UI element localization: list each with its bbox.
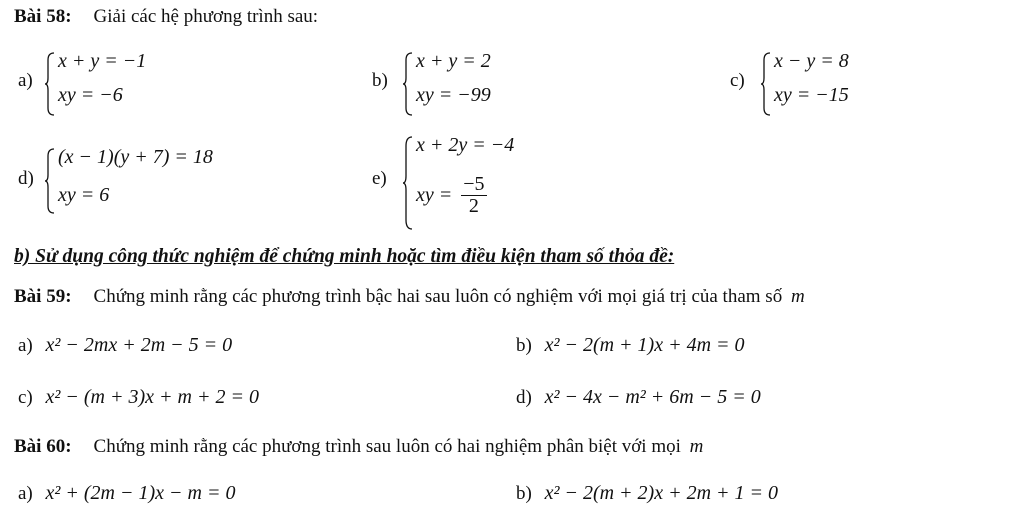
- bai58-b-system: [402, 50, 562, 114]
- bai58-a-label: a): [18, 70, 33, 91]
- bai59-b-label: b): [516, 335, 532, 356]
- bai58-e-system: [402, 134, 582, 228]
- bai60-b-eq: x² − 2(m + 2)x + 2m + 1 = 0: [544, 482, 779, 504]
- bai58-b-eq2: xy = −99: [416, 84, 491, 106]
- bai58-e-eq2: [416, 174, 487, 217]
- bai59-a: [18, 334, 232, 357]
- bai60-a-label: a): [18, 483, 33, 504]
- bai59-a-label: a): [18, 335, 33, 356]
- bai58-c-eq1: x − y = 8: [774, 50, 849, 72]
- bai58-d-label: d): [18, 168, 34, 189]
- bai59-label: Bài 59:: [14, 286, 72, 307]
- bai58-label: Bài 58:: [14, 6, 72, 27]
- bai58-a-eq2: xy = −6: [58, 84, 123, 106]
- bai59-c: [18, 386, 259, 409]
- brace-icon: [402, 52, 414, 116]
- bai58-a-system: [44, 50, 204, 114]
- bai58-d-system: [44, 146, 264, 212]
- brace-icon: [44, 52, 56, 116]
- brace-icon: [402, 136, 414, 230]
- bai58-b-eq1: x + y = 2: [416, 50, 491, 72]
- bai59-c-label: c): [18, 387, 33, 408]
- bai59-c-eq: x² − (m + 3)x + m + 2 = 0: [45, 386, 259, 408]
- bai58-e-eq2-prefix: xy =: [416, 184, 453, 206]
- bai60-header: [14, 436, 703, 458]
- bai60-a: [18, 482, 235, 505]
- bai58-e-eq1: x + 2y = −4: [416, 134, 515, 156]
- bai58-c-system: [760, 50, 920, 114]
- bai60-a-eq: x² + (2m − 1)x − m = 0: [45, 482, 236, 504]
- fraction: [461, 174, 486, 217]
- bai58-d-eq1: (x − 1)(y + 7) = 18: [58, 146, 213, 168]
- fraction-denominator: 2: [468, 195, 479, 217]
- bai59-d: [516, 386, 761, 409]
- bai60-b: [516, 482, 778, 505]
- bai58-c-label: c): [730, 70, 745, 91]
- bai58-d-eq2: xy = 6: [58, 184, 110, 206]
- bai59-text: Chứng minh rằng các phương trình bậc hai sau luôn có nghiệm với mọi giá trị của tham số: [93, 286, 783, 307]
- brace-icon: [760, 52, 772, 116]
- bai58-text: Giải các hệ phương trình sau:: [93, 6, 319, 27]
- bai58-a-eq1: x + y = −1: [58, 50, 147, 72]
- bai58-e-label: e): [372, 168, 387, 189]
- bai58-header: [14, 6, 318, 28]
- section-b-heading: b) Sử dụng công thức nghiệm để chứng minh hoặc tìm điều kiện tham số thỏa đề:: [14, 246, 675, 267]
- bai59-header: [14, 286, 805, 308]
- bai59-a-eq: x² − 2mx + 2m − 5 = 0: [45, 334, 233, 356]
- fraction-numerator: −5: [463, 173, 485, 195]
- bai59-b: [516, 334, 745, 357]
- bai58-c-eq2: xy = −15: [774, 84, 849, 106]
- bai59-param: m: [790, 286, 805, 307]
- bai59-d-eq: x² − 4x − m² + 6m − 5 = 0: [544, 386, 761, 408]
- bai59-b-eq: x² − 2(m + 1)x + 4m = 0: [544, 334, 745, 356]
- bai60-label: Bài 60:: [14, 436, 72, 457]
- bai60-text: Chứng minh rằng các phương trình sau luôn có hai nghiệm phân biệt với mọi: [93, 436, 681, 457]
- bai60-b-label: b): [516, 483, 532, 504]
- bai60-param: m: [689, 436, 704, 457]
- bai58-b-label: b): [372, 70, 388, 91]
- bai59-d-label: d): [516, 387, 532, 408]
- brace-icon: [44, 148, 56, 214]
